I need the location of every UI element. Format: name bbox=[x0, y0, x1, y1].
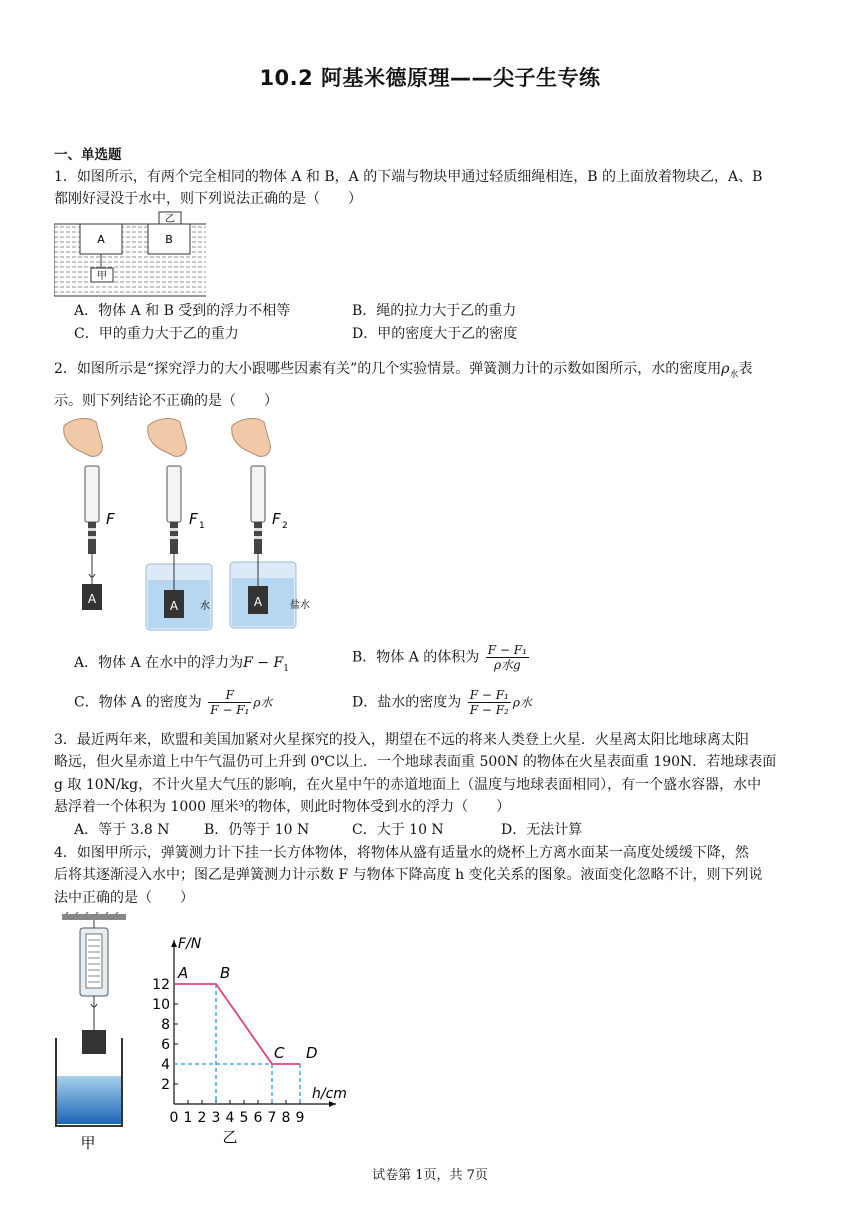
q4-line3: 法中正确的是（ ） bbox=[54, 890, 194, 906]
label-yi: 乙 bbox=[222, 1128, 238, 1146]
q2-option-c-rho: ρ水 bbox=[253, 695, 273, 710]
y-tick-label: 6 bbox=[161, 1037, 170, 1053]
point-label-a: A bbox=[178, 964, 189, 982]
q1-line2: 都刚好浸没于水中，则下列说法正确的是（ ） bbox=[54, 191, 362, 207]
rho-sub: 水 bbox=[729, 369, 739, 380]
label-f2: F bbox=[272, 510, 281, 528]
q3-option-d[interactable]: D．无法计算 bbox=[501, 822, 583, 838]
label-f1-sub: 1 bbox=[199, 521, 205, 531]
q2-line1-text: 2．如图所示是“探究浮力的大小跟哪些因素有关”的几个实验情景。弹簧测力计的示数如图所示，水的密度用 bbox=[54, 361, 722, 377]
x-tick-label: 0 bbox=[169, 1110, 179, 1126]
fig-block-a-2: A bbox=[169, 599, 179, 613]
section-heading: 一、单选题 bbox=[54, 147, 122, 163]
q2-option-d-text: D．盐水的密度为 bbox=[352, 694, 462, 711]
q1-option-c[interactable]: C．甲的重力大于乙的重力 bbox=[74, 326, 239, 342]
hand-icon-2 bbox=[148, 419, 187, 457]
y-tick-label: 4 bbox=[161, 1057, 170, 1073]
q2-option-d-den: F − F₂ bbox=[469, 703, 509, 717]
q2-option-a[interactable] bbox=[74, 654, 289, 678]
q2-option-c-den: F − F₁ bbox=[210, 703, 250, 717]
q2-option-d-num: F − F₁ bbox=[469, 688, 509, 702]
label-saltwater: 盐水 bbox=[290, 600, 310, 611]
q2-option-c[interactable] bbox=[74, 688, 272, 717]
label-f: F bbox=[106, 510, 115, 528]
cuboid-block bbox=[82, 1030, 106, 1054]
q2-line1 bbox=[54, 360, 752, 384]
spring-meter-3 bbox=[251, 466, 265, 522]
q3-line2: 略远，但火星赤道上中午气温仍可上升到 0℃以上．一个地球表面重 500N 的物体在火星表面重 190N．若地球表面 bbox=[54, 754, 777, 770]
q3-line1: 3．最近两年来，欧盟和美国加紧对火星探究的投入，期望在不远的将来人类登上火星．火星离太阳比地球离太阳 bbox=[54, 732, 749, 748]
label-yi: 乙 bbox=[165, 214, 175, 225]
x-axis-label: h/cm bbox=[312, 1086, 347, 1102]
y-tick-label: 8 bbox=[161, 1017, 170, 1033]
spring-meter-2 bbox=[167, 466, 181, 522]
label-water: 水 bbox=[200, 601, 210, 612]
x-tick-label: 8 bbox=[281, 1110, 291, 1126]
q2-option-b-fraction bbox=[486, 643, 529, 672]
x-tick-label: 9 bbox=[295, 1110, 305, 1126]
rho-symbol: ρ bbox=[721, 361, 730, 377]
label-f2-sub: 2 bbox=[282, 521, 288, 531]
hand-icon-3 bbox=[232, 419, 271, 457]
q3-line3: g 取 10N/kg，不计火星大气压的影响，在火星中午的赤道地面上（温度与地球表面相同），有一个盛水容器，水中 bbox=[54, 777, 762, 793]
q3-option-b[interactable]: B．仍等于 10 N bbox=[204, 822, 310, 838]
label-a: A bbox=[97, 233, 105, 246]
x-tick-label: 7 bbox=[267, 1110, 277, 1126]
x-tick-label: 2 bbox=[197, 1110, 207, 1126]
y-axis-label: F/N bbox=[178, 936, 202, 952]
fig-block-a-1: A bbox=[87, 592, 97, 606]
label-b: B bbox=[165, 233, 173, 246]
label-f1: F bbox=[189, 510, 198, 528]
fig-block-a-3: A bbox=[253, 595, 263, 609]
force-height-chart bbox=[150, 920, 360, 1150]
q2-line2: 示。则下列结论不正确的是（ ） bbox=[54, 393, 278, 409]
q2-option-a-text: A．物体 A 在水中的浮力为 bbox=[74, 655, 244, 671]
q1-figure bbox=[54, 210, 210, 298]
q1-line1: 1．如图所示，有两个完全相同的物体 A 和 B，A 的下端与物块甲通过轻质细绳相连，B 的上面放着物块乙，A、B bbox=[54, 169, 763, 185]
q2-option-d[interactable] bbox=[352, 688, 532, 717]
x-tick-label: 6 bbox=[253, 1110, 263, 1126]
q2-option-b-den: ρ水g bbox=[493, 658, 521, 672]
x-tick-label: 1 bbox=[183, 1110, 193, 1126]
page-footer: 试卷第 1页，共 7页 bbox=[372, 1168, 488, 1183]
q2-line1-end: 表 bbox=[738, 361, 753, 377]
q2-option-a-expr: F − F bbox=[243, 655, 284, 671]
q2-option-c-fraction bbox=[208, 688, 251, 717]
x-tick-label: 3 bbox=[211, 1110, 221, 1126]
point-label-b: B bbox=[220, 964, 231, 982]
q2-option-b-num: F − F₁ bbox=[487, 643, 527, 657]
label-jia: 甲 bbox=[80, 1134, 96, 1152]
x-tick-label: 5 bbox=[239, 1110, 249, 1126]
y-tick-label: 2 bbox=[161, 1077, 170, 1093]
ceiling bbox=[62, 914, 126, 920]
x-tick-label: 4 bbox=[225, 1110, 235, 1126]
q2-option-a-sub: 1 bbox=[283, 663, 289, 674]
q4-line1: 4．如图甲所示，弹簧测力计下挂一长方体物体，将物体从盛有适量水的烧杯上方离水面某一高度处缓缓下降，然 bbox=[54, 845, 749, 861]
q3-line4: 悬浮着一个体积为 1000 厘米³的物体，则此时物体受到水的浮力（ ） bbox=[54, 799, 511, 815]
q2-option-c-text: C．物体 A 的密度为 bbox=[74, 694, 202, 711]
q1-option-b[interactable]: B．绳的拉力大于乙的重力 bbox=[352, 303, 517, 319]
q3-option-c[interactable]: C．大于 10 N bbox=[352, 822, 444, 838]
q3-option-a[interactable]: A．等于 3.8 N bbox=[74, 822, 170, 838]
hand-icon-1 bbox=[64, 419, 103, 457]
q2-option-b-text: B．物体 A 的体积为 bbox=[352, 649, 480, 666]
q4-line2: 后将其逐渐浸入水中；图乙是弹簧测力计示数 F 与物体下降高度 h 变化关系的图象。液面变化忽略不计，则下列说 bbox=[54, 867, 763, 883]
y-tick-label: 12 bbox=[152, 977, 170, 993]
point-label-d: D bbox=[306, 1044, 318, 1062]
q1-option-d[interactable]: D．甲的密度大于乙的密度 bbox=[352, 326, 518, 342]
q2-option-b[interactable] bbox=[352, 643, 531, 672]
y-axis-arrow bbox=[171, 940, 177, 947]
q2-option-d-rho: ρ水 bbox=[512, 695, 532, 710]
q2-figure bbox=[54, 414, 334, 636]
q2-option-d-fraction bbox=[468, 688, 511, 717]
label-jia: 甲 bbox=[97, 271, 107, 282]
y-tick-label: 10 bbox=[152, 997, 170, 1013]
point-label-c: C bbox=[274, 1044, 285, 1062]
page-title: 10.2 阿基米德原理——尖子生专练 bbox=[259, 66, 601, 90]
q2-option-c-num: F bbox=[208, 688, 251, 703]
q4-figure-jia bbox=[54, 912, 134, 1152]
spring-meter-1 bbox=[85, 466, 99, 522]
q1-option-a[interactable]: A．物体 A 和 B 受到的浮力不相等 bbox=[74, 303, 291, 319]
